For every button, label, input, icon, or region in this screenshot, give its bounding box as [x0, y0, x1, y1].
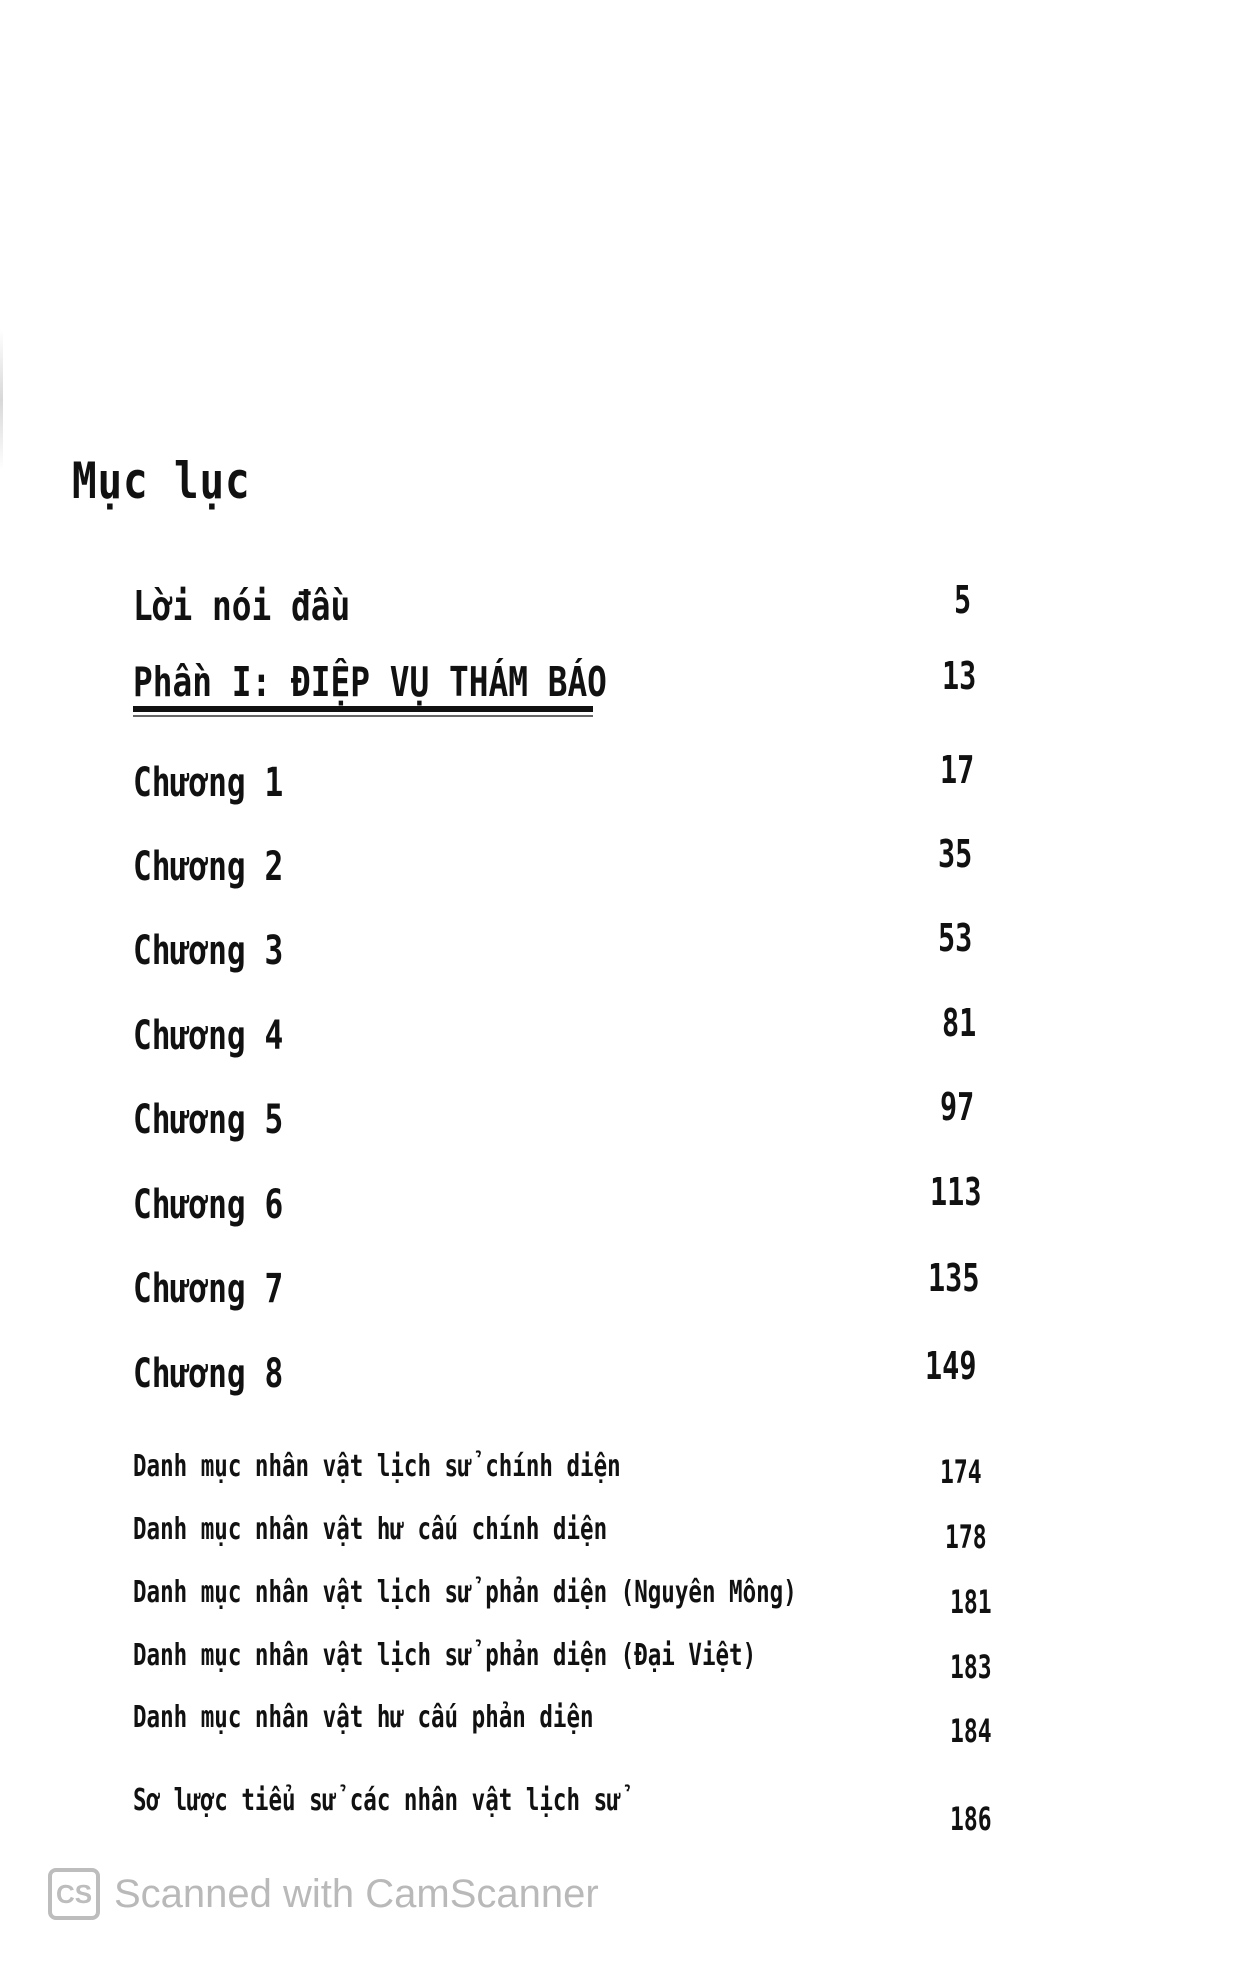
toc-appendix-page: 186: [950, 1800, 992, 1838]
toc-appendix-page: 174: [940, 1453, 982, 1491]
toc-chapter-page: 149: [925, 1344, 977, 1388]
watermark-text: Scanned with CamScanner: [114, 1871, 599, 1916]
toc-chapter-page: 53: [938, 916, 973, 960]
toc-chapter-label: Chương 5: [133, 1097, 284, 1143]
toc-chapter-label: Chương 7: [133, 1266, 284, 1312]
toc-appendix-label: Sơ lược tiểu sử các nhân vật lịch sử: [133, 1783, 621, 1818]
toc-appendix-label: Danh mục nhân vật lịch sử phản diện (Nguyên Mông): [133, 1575, 797, 1610]
toc-chapter-label: Chương 1: [133, 760, 284, 806]
toc-appendix-label: Danh mục nhân vật hư cấu phản diện: [133, 1700, 594, 1735]
toc-appendix-page: 181: [950, 1583, 992, 1621]
toc-appendix-label: Danh mục nhân vật lịch sử phản diện (Đại Việt): [133, 1638, 757, 1673]
toc-appendix-page: 184: [950, 1712, 992, 1750]
toc-chapter-label: Chương 8: [133, 1351, 284, 1397]
toc-chapter-label: Chương 2: [133, 844, 284, 890]
toc-chapter-label: Chương 4: [133, 1013, 284, 1059]
toc-entry-label: Lời nói đầu: [133, 582, 351, 630]
part-heading-underline-shadow: [133, 715, 593, 717]
toc-chapter-page: 35: [938, 832, 973, 876]
camscanner-watermark: [48, 1864, 599, 1924]
camscanner-logo-icon: CS: [48, 1868, 100, 1920]
scan-edge-shadow: [0, 330, 3, 470]
toc-chapter-label: Chương 6: [133, 1182, 284, 1228]
part-heading-underline: [133, 706, 593, 712]
toc-chapter-label: Chương 3: [133, 928, 284, 974]
toc-appendix-label: Danh mục nhân vật lịch sử chính diện: [133, 1449, 621, 1484]
toc-chapter-page: 17: [940, 748, 975, 792]
toc-chapter-page: 81: [942, 1001, 977, 1045]
toc-chapter-page: 113: [930, 1170, 982, 1214]
toc-entry-page: 13: [942, 654, 977, 698]
toc-title: Mục lục: [72, 452, 251, 510]
toc-appendix-label: Danh mục nhân vật hư cấu chính diện: [133, 1512, 608, 1547]
toc-appendix-page: 183: [950, 1648, 992, 1686]
toc-entry-page: 5: [954, 578, 972, 622]
toc-chapter-page: 135: [928, 1256, 980, 1300]
toc-part-heading: Phần I: ĐIỆP VỤ THÁM BÁO: [133, 658, 607, 706]
toc-appendix-page: 178: [945, 1518, 987, 1556]
toc-chapter-page: 97: [940, 1085, 975, 1129]
